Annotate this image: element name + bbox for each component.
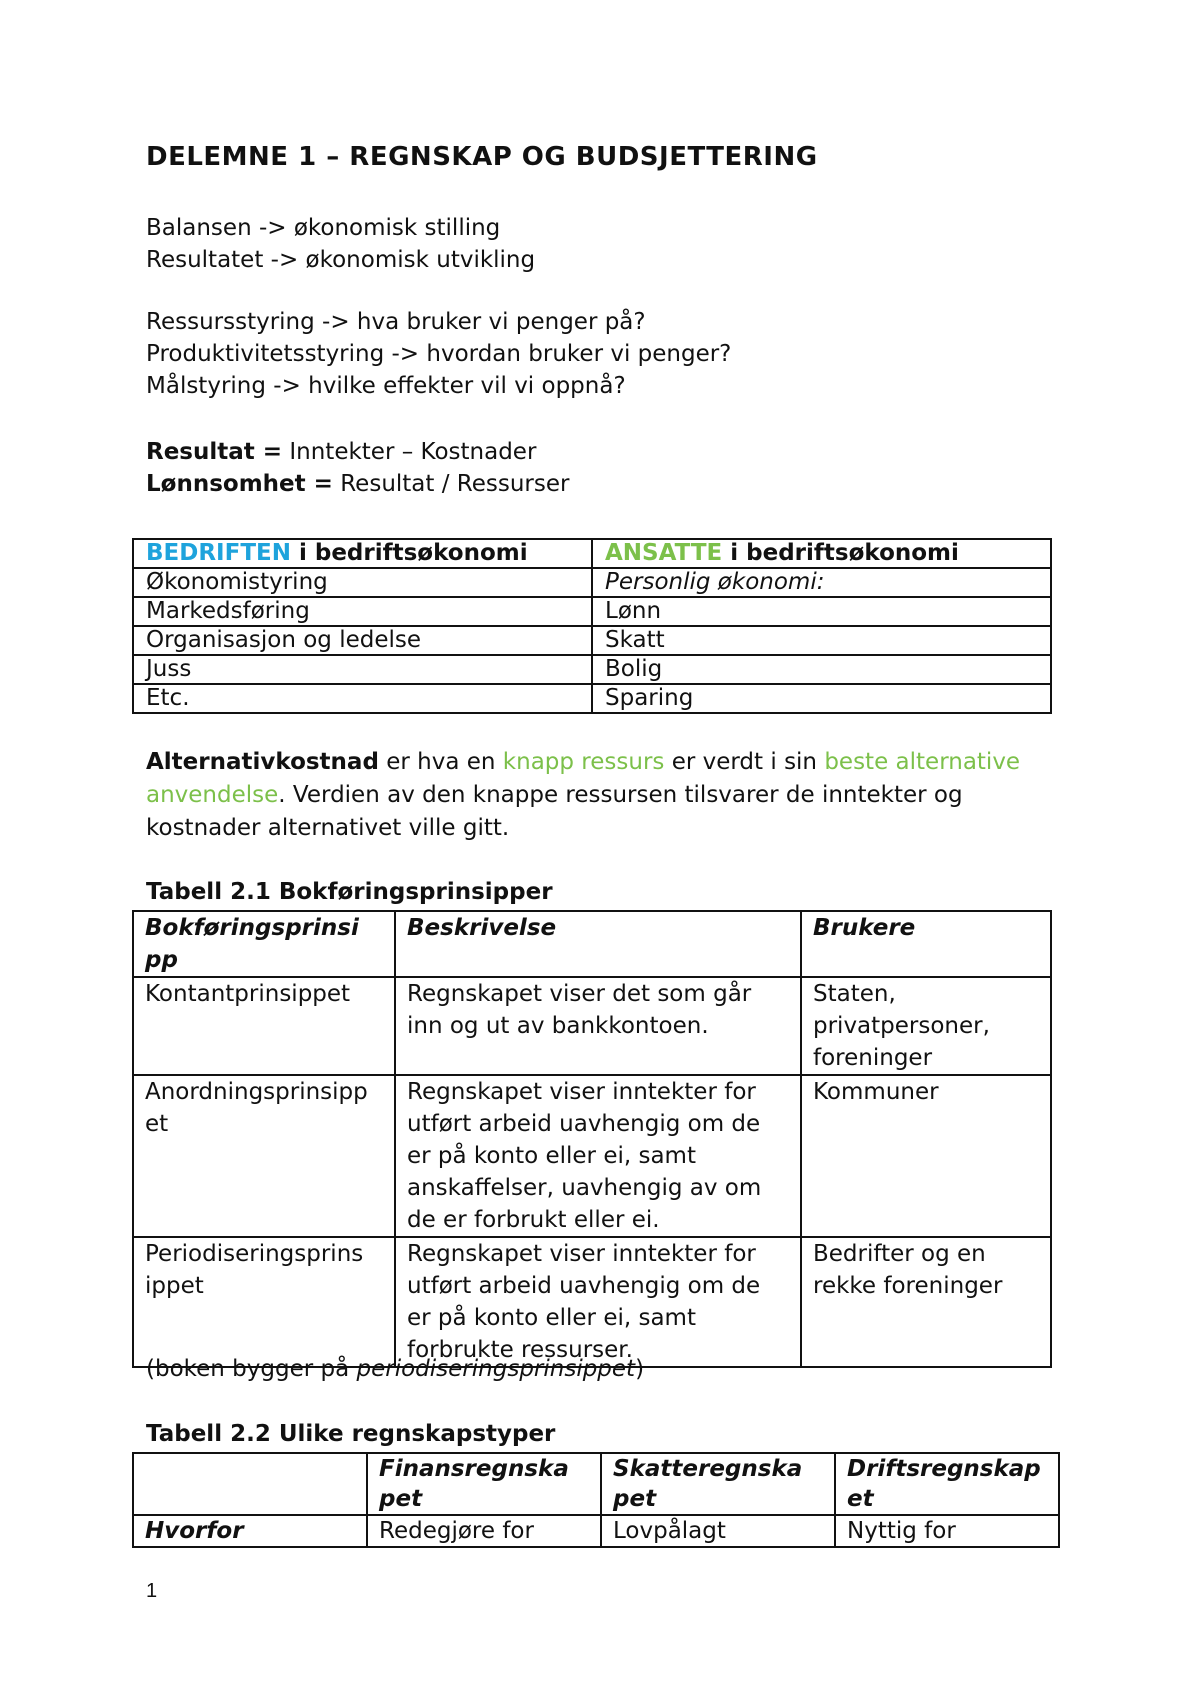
header-rest: i bedriftsøkonomi	[290, 540, 528, 566]
table-row	[133, 568, 1051, 597]
table-header-cell: Beskrivelse	[395, 911, 801, 977]
formula-resultat	[146, 436, 569, 468]
table-row	[133, 684, 1051, 713]
text-line: Produktivitetsstyring -> hvordan bruker vi penger?	[146, 341, 732, 367]
table-header-row	[133, 911, 1051, 977]
table-header-cell: Skatteregnska pet	[601, 1453, 835, 1515]
table-cell: Personlig økonomi:	[592, 568, 1051, 597]
note-part: )	[635, 1356, 645, 1382]
text-line: Resultatet -> økonomisk utvikling	[146, 247, 536, 273]
table-cell: Periodiseringsprins ippet	[133, 1237, 395, 1367]
table-cell: Økonomistyring	[133, 568, 592, 597]
header-highlight: BEDRIFTEN	[146, 540, 291, 566]
table-header-row	[133, 1453, 1059, 1515]
alt-part: . Verdien av den knappe ressursen tilsvarer de inntekter og kostnader alternativet ville gitt.	[146, 782, 963, 841]
page-title: DELEMNE 1 – REGNSKAP OG BUDSJETTERING	[146, 142, 818, 172]
table-header-cell	[592, 539, 1051, 568]
table-cell: Bedrifter og en rekke foreninger	[801, 1237, 1051, 1367]
comparison-table	[132, 538, 1052, 714]
table-cell: Regnskapet viser inntekter for utført arbeid uavhengig om de er på konto eller ei, samt forbrukte ressurser.	[395, 1237, 801, 1367]
table-row	[133, 1515, 1059, 1547]
table-cell: Regnskapet viser inntekter for utført arbeid uavhengig om de er på konto eller ei, samt anskaffelser, uavhengig av om de er forbrukt eller ei.	[395, 1075, 801, 1237]
accounting-types-table	[132, 1452, 1060, 1548]
table-header-cell: Finansregnska pet	[367, 1453, 601, 1515]
text-line: Målstyring -> hvilke effekter vil vi oppnå?	[146, 373, 626, 399]
table-cell: Lønn	[592, 597, 1051, 626]
table-row	[133, 1237, 1051, 1367]
header-rest: i bedriftsøkonomi	[722, 540, 959, 566]
table-row	[133, 1075, 1051, 1237]
table-cell: Etc.	[133, 684, 592, 713]
formula-block	[146, 436, 569, 500]
table-header-cell	[133, 539, 592, 568]
intro-block-2	[146, 306, 731, 402]
alt-highlight: knapp ressurs	[502, 749, 665, 775]
table-header-cell	[133, 1453, 367, 1515]
alternative-cost-paragraph	[146, 746, 1026, 845]
table-cell: Kontantprinsippet	[133, 977, 395, 1075]
table-cell: Staten, privatpersoner, foreninger	[801, 977, 1051, 1075]
table-row	[133, 597, 1051, 626]
table-note	[146, 1356, 644, 1382]
alt-term: Alternativkostnad	[146, 749, 379, 775]
table-row	[133, 626, 1051, 655]
table-cell: Sparing	[592, 684, 1051, 713]
table-caption-2-2: Tabell 2.2 Ulike regnskapstyper	[146, 1421, 556, 1447]
formula-lonnsomhet	[146, 468, 569, 500]
alt-part: er hva en	[378, 749, 503, 775]
formula-expr: Inntekter – Kostnader	[282, 439, 537, 465]
table-cell: Juss	[133, 655, 592, 684]
intro-block-1	[146, 212, 535, 276]
note-emphasis: periodiseringsprinsippet	[356, 1356, 636, 1382]
text-line: Balansen -> økonomisk stilling	[146, 215, 501, 241]
table-cell: Kommuner	[801, 1075, 1051, 1237]
text-line: Ressursstyring -> hva bruker vi penger på?	[146, 309, 646, 335]
formula-expr: Resultat / Ressurser	[332, 471, 570, 497]
table-cell: Lovpålagt	[601, 1515, 835, 1547]
alt-highlight: beste alternative anvendelse	[146, 749, 1021, 808]
table-cell: Regnskapet viser det som går inn og ut av bankkontoen.	[395, 977, 801, 1075]
header-highlight: ANSATTE	[605, 540, 723, 566]
bookkeeping-principles-table	[132, 910, 1052, 1368]
table-header-cell: Brukere	[801, 911, 1051, 977]
alt-part: er verdt i sin	[664, 749, 825, 775]
alt-text	[146, 746, 1026, 845]
table-header-row	[133, 539, 1051, 568]
table-cell: Nyttig for	[835, 1515, 1059, 1547]
table-cell: Markedsføring	[133, 597, 592, 626]
note-part: (boken bygger på	[146, 1356, 357, 1382]
table-cell: Hvorfor	[133, 1515, 367, 1547]
table-cell: Organisasjon og ledelse	[133, 626, 592, 655]
table-cell: Bolig	[592, 655, 1051, 684]
table-caption-2-1: Tabell 2.1 Bokføringsprinsipper	[146, 879, 553, 905]
table-row	[133, 655, 1051, 684]
page-number: 1	[146, 1580, 158, 1602]
table-header-cell: Driftsregnskap et	[835, 1453, 1059, 1515]
table-header-cell: Bokføringsprinsi pp	[133, 911, 395, 977]
formula-term: Lønnsomhet =	[146, 471, 333, 497]
table-cell: Skatt	[592, 626, 1051, 655]
table-row	[133, 977, 1051, 1075]
table-cell: Anordningsprinsipp et	[133, 1075, 395, 1237]
formula-term: Resultat =	[146, 439, 283, 465]
table-cell: Redegjøre for	[367, 1515, 601, 1547]
